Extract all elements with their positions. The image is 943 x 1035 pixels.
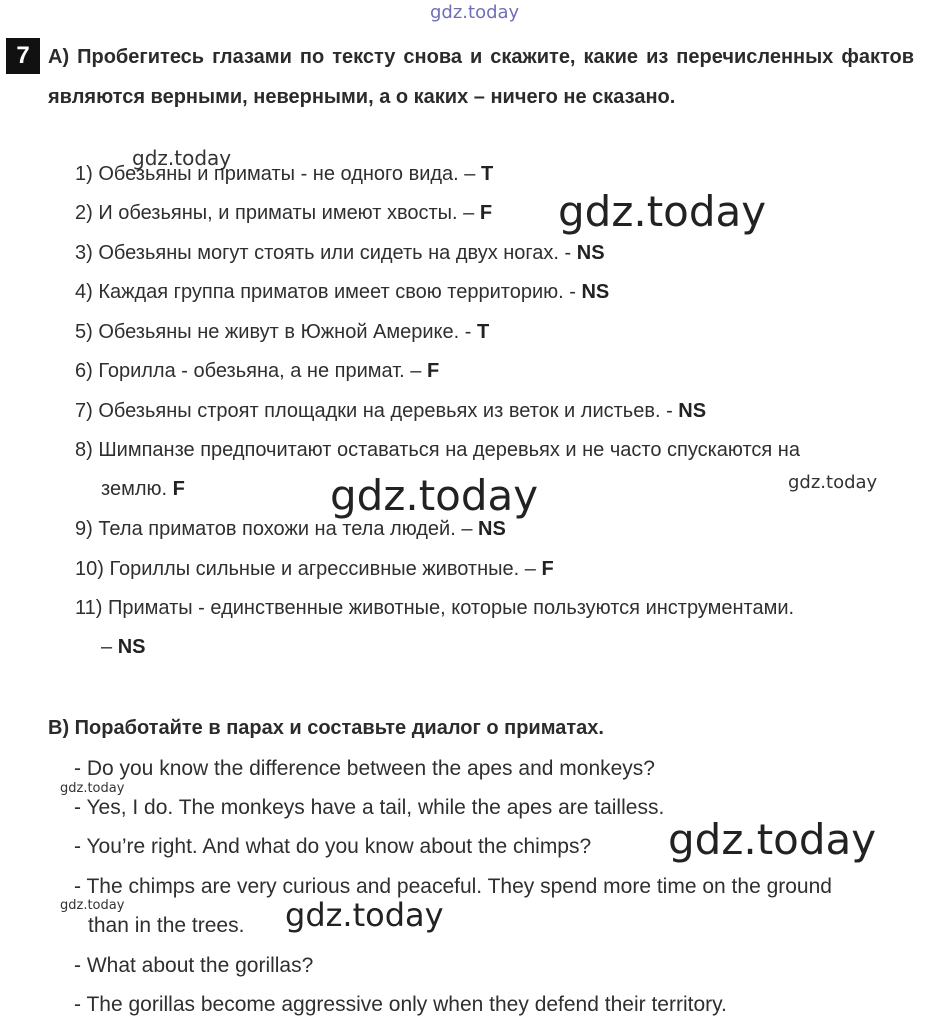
watermark: gdz.today <box>60 781 125 796</box>
item-text: 10) Гориллы сильные и агрессивные животные. – <box>75 558 542 580</box>
dialogue-line-4 <box>74 867 914 946</box>
item-text: 8) Шимпанзе предпочитают оставаться на деревьях и не часто спускаются на <box>75 439 800 461</box>
watermark: gdz.today <box>60 898 125 913</box>
dialogue-continuation: than in the trees. <box>88 914 245 938</box>
watermark: gdz.today <box>285 896 444 934</box>
answer-item-8 <box>75 431 915 510</box>
part-a-heading: А) Пробегитесь глазами по тексту снова и скажите, какие из перечисленных фактов являются верными, неверными, а о каких – ничего не сказано. <box>48 46 914 108</box>
task-number-badge: 7 <box>6 38 40 74</box>
watermark: gdz.today <box>330 471 539 520</box>
dialogue-line-1: - Do you know the difference between the apes and monkeys? <box>74 757 655 780</box>
item-mark: T <box>480 163 494 185</box>
item-text: 4) Каждая группа приматов имеет свою территорию. - <box>75 281 582 303</box>
answer-item-4 <box>75 273 915 312</box>
item-continuation <box>75 470 915 509</box>
watermark: gdz.today <box>132 146 232 170</box>
answer-item-2 <box>75 194 915 233</box>
item-mark: T <box>476 321 490 343</box>
item-text: 9) Тела приматов похожи на тела людей. – <box>75 518 479 540</box>
watermark: gdz.today <box>668 815 877 864</box>
dialogue-text: - The chimps are very curious and peaceful. They spend more time on the ground <box>74 875 832 898</box>
item-text: 11) Приматы - единственные животные, которые пользуются инструментами. <box>75 597 795 619</box>
dialogue-line-5: - What about the gorillas? <box>74 954 314 977</box>
answer-item-1 <box>75 155 915 194</box>
item-text: 2) И обезьяны, и приматы имеют хвосты. – <box>75 202 480 224</box>
item-mark: NS <box>478 518 506 540</box>
item-cont-text: землю. <box>101 478 173 501</box>
item-continuation <box>75 628 915 667</box>
item-mark: NS <box>576 242 605 264</box>
item-mark: NS <box>678 400 707 422</box>
item-text: 5) Обезьяны не живут в Южной Америке. - <box>75 321 477 343</box>
item-mark: F <box>479 202 493 224</box>
answer-item-6 <box>75 352 915 391</box>
item-mark: F <box>172 478 185 501</box>
dialogue-line-2: - Yes, I do. The monkeys have a tail, while the apes are tailless. <box>74 796 665 819</box>
item-text: 3) Обезьяны могут стоять или сидеть на двух ногах. - <box>75 242 577 264</box>
part-b-heading: В) Поработайте в парах и составьте диалог о приматах. <box>48 717 604 739</box>
item-text: 6) Горилла - обезьяна, а не примат. – <box>75 360 427 382</box>
answer-item-10 <box>75 550 915 589</box>
watermark-top: gdz.today <box>430 2 520 23</box>
dialogue-line-3: - You’re right. And what do you know about the chimps? <box>74 835 592 858</box>
item-cont-text: – <box>101 636 118 659</box>
dialogue-line-6: - The gorillas become aggressive only when they defend their territory. <box>74 993 727 1016</box>
item-mark: NS <box>581 281 610 303</box>
watermark: gdz.today <box>558 187 767 236</box>
item-mark: NS <box>117 636 146 659</box>
answer-item-11 <box>75 589 915 668</box>
item-mark: F <box>426 360 440 382</box>
answer-item-7 <box>75 392 915 431</box>
item-text: 1) Обезьяны и приматы - не одного вида. – <box>75 163 481 185</box>
item-mark: F <box>541 558 554 580</box>
watermark: gdz.today <box>788 472 878 493</box>
answer-item-3 <box>75 234 915 273</box>
answer-item-9 <box>75 510 915 549</box>
answer-item-5 <box>75 313 915 352</box>
item-text: 7) Обезьяны строят площадки на деревьях из веток и листьев. - <box>75 400 679 422</box>
